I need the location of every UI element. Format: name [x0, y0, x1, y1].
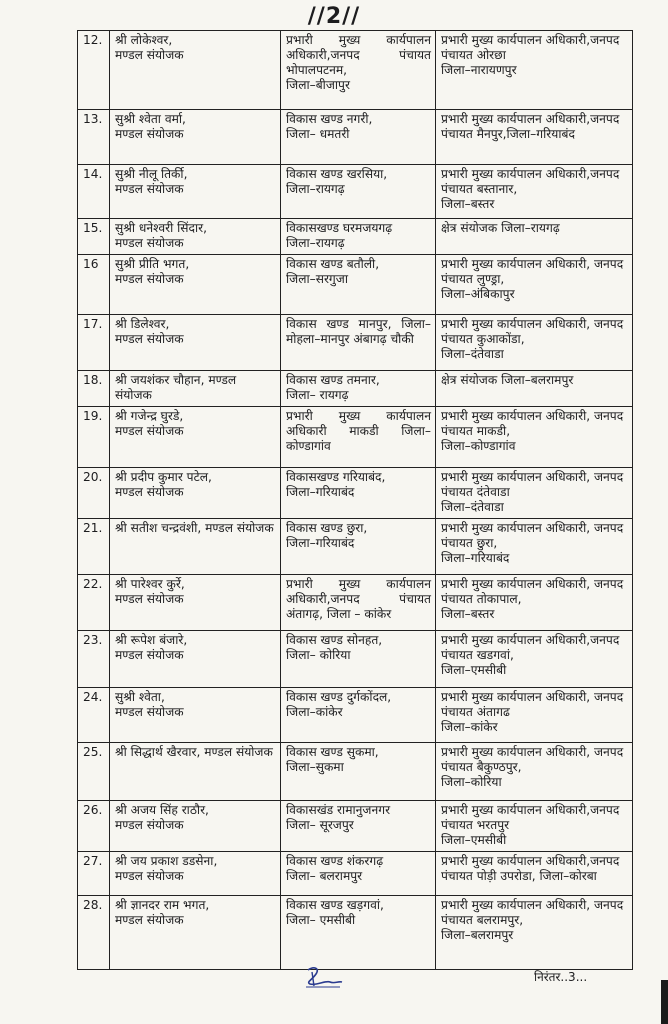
new-posting-cell: [436, 896, 633, 970]
new-posting-cell: [436, 315, 633, 371]
employee-name-cell: [110, 110, 281, 165]
page-number-header: //2//: [307, 4, 361, 29]
row-number: 26.: [83, 803, 103, 817]
new-posting-cell: [436, 407, 633, 468]
current-posting-cell: [281, 219, 436, 255]
current-posting: प्रभारी मुख्य कार्यपालन अधिकारी माकडी जिला–कोण्डागांव: [286, 409, 431, 453]
new-posting: प्रभारी मुख्य कार्यपालन अधिकारी, जनपद पंचायत माकडी, जिला–कोण्डागांव: [441, 409, 624, 453]
table-row: [78, 165, 633, 219]
new-posting-cell: [436, 219, 633, 255]
row-number-cell: [78, 801, 110, 852]
new-posting-cell: [436, 371, 633, 407]
row-number-cell: [78, 631, 110, 688]
employee-name: श्री ज्ञानदर राम भगत, मण्डल संयोजक: [115, 898, 210, 927]
new-posting-cell: [436, 468, 633, 519]
row-number-cell: [78, 852, 110, 896]
row-number: 16: [83, 257, 99, 271]
new-posting-cell: [436, 519, 633, 575]
current-posting: विकास खण्ड बतौली, जिला–सरगुजा: [286, 257, 380, 286]
new-posting-cell: [436, 743, 633, 801]
employee-name: श्री प्रदीप कुमार पटेल, मण्डल संयोजक: [115, 470, 212, 499]
row-number-cell: [78, 31, 110, 110]
new-posting: प्रभारी मुख्य कार्यपालन अधिकारी, जनपद पंचायत कुआकोंडा, जिला–दंतेवाडा: [441, 317, 624, 361]
employee-name-cell: [110, 315, 281, 371]
employee-name: सुश्री प्रीति भगत, मण्डल संयोजक: [115, 257, 190, 286]
row-number: 14.: [83, 167, 103, 181]
employee-name-cell: [110, 631, 281, 688]
row-number-cell: [78, 688, 110, 743]
row-number: 21.: [83, 521, 103, 535]
row-number-cell: [78, 519, 110, 575]
row-number: 20.: [83, 470, 103, 484]
current-posting: विकास खण्ड सुकमा, जिला–सुकमा: [286, 745, 379, 774]
table-row: [78, 371, 633, 407]
new-posting-cell: [436, 801, 633, 852]
current-posting: विकासखण्ड गरियाबंद, जिला–गरियाबंद: [286, 470, 386, 499]
employee-name-cell: [110, 801, 281, 852]
current-posting-cell: [281, 110, 436, 165]
current-posting: विकास खण्ड नगरी, जिला– धमतरी: [286, 112, 373, 141]
current-posting-cell: [281, 371, 436, 407]
current-posting: विकास खण्ड छुरा, जिला–गरियाबंद: [286, 521, 368, 550]
current-posting-cell: [281, 407, 436, 468]
current-posting: विकास खण्ड मानपुर, जिला–मोहला–मानपुर अंबागढ़ चौकी: [286, 317, 431, 346]
employee-name-cell: [110, 688, 281, 743]
employee-name-cell: [110, 165, 281, 219]
employee-name: श्री गजेन्द्र घुरडे, मण्डल संयोजक: [115, 409, 184, 438]
new-posting-cell: [436, 255, 633, 315]
employee-name: सुश्री श्वेता वर्मा, मण्डल संयोजक: [115, 112, 186, 141]
table-body: [78, 31, 633, 970]
employee-name-cell: [110, 255, 281, 315]
employee-name: सुश्री श्वेता, मण्डल संयोजक: [115, 690, 184, 719]
new-posting-cell: [436, 165, 633, 219]
current-posting-cell: [281, 852, 436, 896]
employee-name-cell: [110, 219, 281, 255]
current-posting: प्रभारी मुख्य कार्यपालन अधिकारी,जनपद पंचायत भोपालपटनम, जिला–बीजापुर: [286, 33, 431, 92]
new-posting: प्रभारी मुख्य कार्यपालन अधिकारी, जनपद पंचायत बलरामपुर, जिला–बलरामपुर: [441, 898, 624, 942]
employee-name-cell: [110, 519, 281, 575]
new-posting: प्रभारी मुख्य कार्यपालन अधिकारी, जनपद पंचायत लुण्ड्रा, जिला–अंबिकापुर: [441, 257, 624, 301]
scan-edge-mark: [661, 980, 668, 1024]
row-number: 28.: [83, 898, 103, 912]
row-number-cell: [78, 110, 110, 165]
employee-name: श्री अजय सिंह राठौर, मण्डल संयोजक: [115, 803, 209, 832]
employee-name: श्री रूपेश बंजारे, मण्डल संयोजक: [115, 633, 188, 662]
row-number: 19.: [83, 409, 103, 423]
table-row: [78, 631, 633, 688]
table-row: [78, 801, 633, 852]
current-posting-cell: [281, 896, 436, 970]
row-number-cell: [78, 165, 110, 219]
employee-name-cell: [110, 371, 281, 407]
employee-name: श्री लोकेश्वर, मण्डल संयोजक: [115, 33, 184, 62]
table-row: [78, 219, 633, 255]
current-posting: विकास खण्ड सोनहत, जिला– कोरिया: [286, 633, 383, 662]
table-row: [78, 31, 633, 110]
row-number: 15.: [83, 221, 103, 235]
row-number: 24.: [83, 690, 103, 704]
new-posting: प्रभारी मुख्य कार्यपालन अधिकारी,जनपद पंचायत मैनपुर,जिला–गरियाबंद: [441, 112, 620, 141]
current-posting: विकासखण्ड घरमजयगढ़ जिला–रायगढ़: [286, 221, 393, 250]
new-posting-cell: [436, 852, 633, 896]
employee-name: सुश्री धनेश्वरी सिंदार, मण्डल संयोजक: [115, 221, 208, 250]
employee-name: श्री जय प्रकाश डडसेना, मण्डल संयोजक: [115, 854, 218, 883]
current-posting-cell: [281, 801, 436, 852]
table-row: [78, 255, 633, 315]
new-posting: प्रभारी मुख्य कार्यपालन अधिकारी,जनपद पंचायत भरतपुर जिला–एमसीबी: [441, 803, 620, 847]
row-number: 17.: [83, 317, 103, 331]
row-number: 22.: [83, 577, 103, 591]
new-posting-cell: [436, 575, 633, 631]
new-posting: क्षेत्र संयोजक जिला–रायगढ़: [441, 221, 560, 235]
current-posting-cell: [281, 315, 436, 371]
new-posting-cell: [436, 31, 633, 110]
new-posting: प्रभारी मुख्य कार्यपालन अधिकारी,जनपद पंचायत खडगवां, जिला–एमसीबी: [441, 633, 620, 677]
continued-note: निरंतर..3...: [534, 970, 588, 984]
new-posting: प्रभारी मुख्य कार्यपालन अधिकारी,जनपद पंचायत ओरछा जिला–नारायणपुर: [441, 33, 620, 77]
current-posting-cell: [281, 31, 436, 110]
table-row: [78, 315, 633, 371]
employee-name-cell: [110, 407, 281, 468]
employee-name-cell: [110, 468, 281, 519]
row-number: 23.: [83, 633, 103, 647]
row-number-cell: [78, 468, 110, 519]
current-posting-cell: [281, 743, 436, 801]
new-posting-cell: [436, 110, 633, 165]
row-number-cell: [78, 371, 110, 407]
current-posting: विकास खण्ड शंकरगढ़ जिला– बलरामपुर: [286, 854, 384, 883]
employee-name: श्री सिद्धार्थ खैरवार, मण्डल संयोजक: [115, 745, 273, 759]
transfer-table: [77, 30, 633, 970]
employee-name: श्री जयशंकर चौहान, मण्डल संयोजक: [115, 373, 237, 402]
table-row: [78, 519, 633, 575]
new-posting: प्रभारी मुख्य कार्यपालन अधिकारी,जनपद पंचायत बस्तानार, जिला–बस्तर: [441, 167, 620, 211]
table-row: [78, 468, 633, 519]
signature-mark: [300, 964, 346, 990]
employee-name-cell: [110, 852, 281, 896]
table-row: [78, 110, 633, 165]
current-posting: विकासखंड रामानुजनगर जिला– सूरजपुर: [286, 803, 391, 832]
current-posting-cell: [281, 688, 436, 743]
row-number: 12.: [83, 33, 103, 47]
employee-name: श्री सतीश चन्द्रवंशी, मण्डल संयोजक: [115, 521, 274, 535]
current-posting: विकास खण्ड तमनार, जिला– रायगढ़: [286, 373, 380, 402]
row-number: 27.: [83, 854, 103, 868]
employee-name-cell: [110, 575, 281, 631]
new-posting: प्रभारी मुख्य कार्यपालन अधिकारी, जनपद पंचायत अंतागढ जिला–कांकेर: [441, 690, 624, 734]
current-posting: विकास खण्ड दुर्गकोंदल, जिला–कांकेर: [286, 690, 392, 719]
row-number-cell: [78, 896, 110, 970]
table-row: [78, 896, 633, 970]
new-posting-cell: [436, 631, 633, 688]
table-row: [78, 575, 633, 631]
current-posting-cell: [281, 468, 436, 519]
employee-name-cell: [110, 896, 281, 970]
row-number-cell: [78, 575, 110, 631]
current-posting-cell: [281, 165, 436, 219]
new-posting: प्रभारी मुख्य कार्यपालन अधिकारी, जनपद पंचायत छुरा, जिला–गरियाबंद: [441, 521, 624, 565]
row-number-cell: [78, 743, 110, 801]
new-posting: प्रभारी मुख्य कार्यपालन अधिकारी, जनपद पंचायत दंतेवाडा जिला–दंतेवाडा: [441, 470, 624, 514]
new-posting: क्षेत्र संयोजक जिला–बलरामपुर: [441, 373, 574, 387]
table-row: [78, 743, 633, 801]
table-row: [78, 688, 633, 743]
row-number-cell: [78, 255, 110, 315]
new-posting-cell: [436, 688, 633, 743]
current-posting: विकास खण्ड खरसिया, जिला–रायगढ़: [286, 167, 388, 196]
table-row: [78, 407, 633, 468]
row-number: 25.: [83, 745, 103, 759]
current-posting: विकास खण्ड खड़गवां, जिला– एमसीबी: [286, 898, 384, 927]
current-posting-cell: [281, 575, 436, 631]
employee-name-cell: [110, 743, 281, 801]
new-posting: प्रभारी मुख्य कार्यपालन अधिकारी, जनपद पंचायत बैकुण्ठपुर, जिला–कोरिया: [441, 745, 624, 789]
current-posting-cell: [281, 255, 436, 315]
new-posting: प्रभारी मुख्य कार्यपालन अधिकारी, जनपद पंचायत तोकापाल, जिला–बस्तर: [441, 577, 624, 621]
new-posting: प्रभारी मुख्य कार्यपालन अधिकारी,जनपद पंचायत पोड़ी उपरोडा, जिला–कोरबा: [441, 854, 620, 883]
table-row: [78, 852, 633, 896]
employee-name-cell: [110, 31, 281, 110]
row-number-cell: [78, 219, 110, 255]
row-number-cell: [78, 407, 110, 468]
row-number: 13.: [83, 112, 103, 126]
current-posting-cell: [281, 631, 436, 688]
employee-name: सुश्री नीलू तिर्की, मण्डल संयोजक: [115, 167, 188, 196]
employee-name: श्री पारेश्वर कुर्रे, मण्डल संयोजक: [115, 577, 185, 606]
current-posting-cell: [281, 519, 436, 575]
row-number-cell: [78, 315, 110, 371]
row-number: 18.: [83, 373, 103, 387]
current-posting: प्रभारी मुख्य कार्यपालन अधिकारी,जनपद पंचायत अंतागढ़, जिला – कांकेर: [286, 577, 431, 621]
employee-name: श्री डिलेश्वर, मण्डल संयोजक: [115, 317, 184, 346]
